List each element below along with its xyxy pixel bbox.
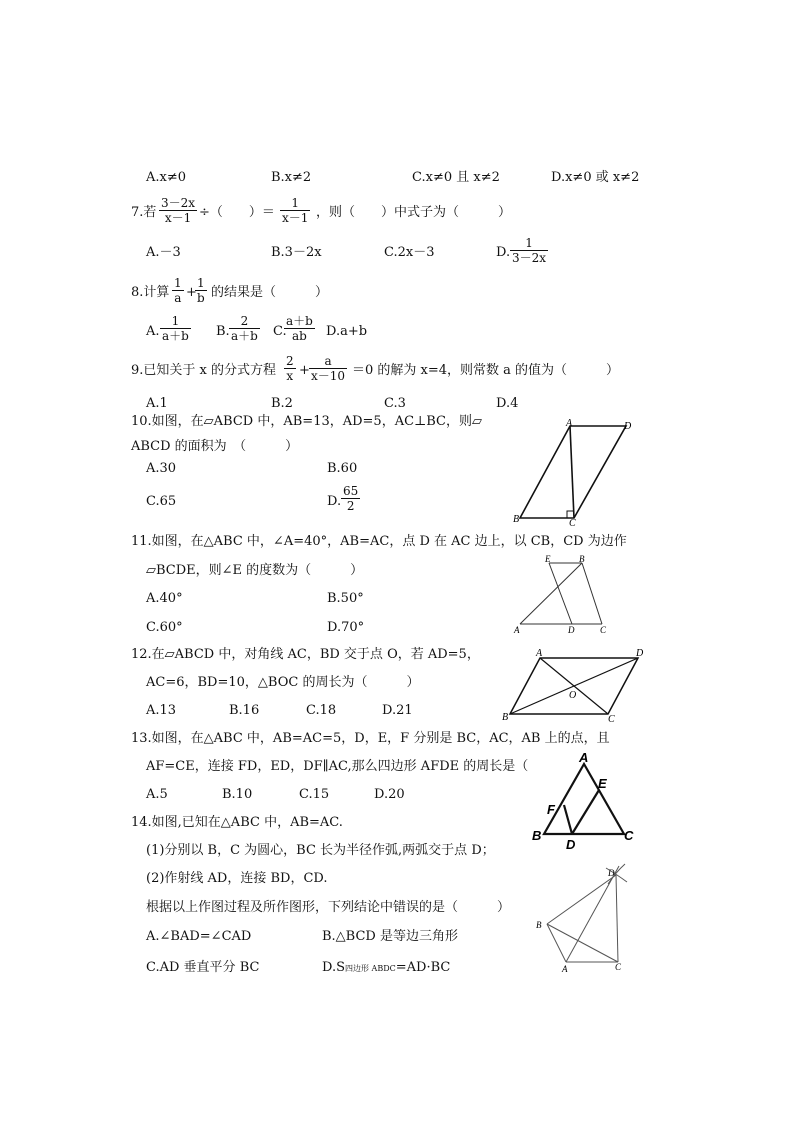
q10-line-1: 10.如图，在▱ABCD 中，AB=13，AD=5，AC⊥BC，则▱ [131, 414, 483, 429]
q11-line-2: ▱BCDE，则∠E 的度数为（ ） [146, 563, 364, 578]
q8-option-c-fraction [284, 314, 315, 343]
q12-label-o: O [569, 690, 577, 701]
q11-label-b: B [579, 554, 585, 564]
q11-line-ed [549, 563, 572, 624]
q8-oa-denominator: a＋b [162, 329, 189, 343]
q11-option-b: B.50° [327, 591, 364, 606]
q7-suffix: ，则（ ）中式子为（ ） [316, 205, 512, 220]
q8-option-b-fraction [229, 314, 260, 343]
q8-ob-numerator: 2 [240, 314, 249, 328]
q14-line-3: (2)作射线 AD，连接 BD，CD. [146, 871, 328, 886]
q10-diagonal-ac [570, 426, 574, 518]
q13-line-fd [564, 805, 572, 834]
q13-label-f: F [547, 802, 555, 817]
q8-option-b-prefix: B. [216, 324, 230, 339]
q12-option-a: A.13 [146, 703, 177, 718]
q12-label-b: B [502, 712, 509, 723]
q7-option-d-prefix: D. [496, 245, 511, 260]
q7-option-a: A.－3 [146, 245, 181, 260]
q8-oa-numerator: 1 [171, 314, 180, 328]
q7-f1-numerator: 3－2x [161, 196, 196, 210]
q12-option-d: D.21 [382, 703, 413, 718]
q14-line-cd [616, 875, 618, 962]
q14-label-b: B [536, 920, 542, 930]
q7-option-b: B.3－2x [271, 245, 322, 260]
q14-option-d-suffix: =AD·BC [395, 960, 451, 975]
q13-line-1: 13.如图，在△ABC 中，AB=AC=5，D，E，F 分别是 BC，AC，AB 上的点，且 [131, 731, 610, 746]
q11-line-1: 11.如图，在△ABC 中，∠A=40°，AB=AC，点 D 在 AC 边上，以 CB，CD 为边作 [131, 534, 627, 549]
q10-od-numerator: 65 [343, 484, 359, 498]
q9-prefix: 9.已知关于 x 的分式方程 [131, 363, 276, 378]
q14-option-a: A.∠BAD=∠CAD [146, 929, 252, 944]
q9-f1-denominator: x [284, 368, 296, 383]
q9-fraction-1 [284, 354, 296, 383]
q7-od-denominator: 3－2x [512, 251, 547, 265]
q11-option-d: D.70° [327, 620, 365, 635]
q9-option-a: A.1 [146, 396, 168, 411]
q7-f2-numerator: 1 [291, 196, 300, 210]
q8-fraction-1 [172, 276, 184, 305]
q7-option-c: C.2x－3 [384, 245, 435, 260]
q13-line-de [572, 790, 599, 834]
q7-middle: ÷（ ）＝ [199, 205, 275, 220]
q14-line-1: 14.如图,已知在△ABC 中，AB=AC. [131, 815, 343, 830]
q8-f2-numerator: 1 [197, 276, 205, 290]
q9-suffix: ＝0 的解为 x=4，则常数 a 的值为（ ） [352, 363, 620, 378]
q10-line-2: ABCD 的面积为 （ ） [131, 439, 299, 454]
q13-label-e: E [598, 776, 607, 791]
q12-option-b: B.16 [229, 703, 260, 718]
q7-fraction-1 [159, 196, 197, 225]
q9-plus: + [299, 363, 310, 378]
q11-label-e: E [545, 554, 551, 564]
q12-parallelogram-figure [498, 644, 650, 724]
q8-oc-denominator: ab [284, 328, 315, 343]
q13-option-c: C.15 [299, 787, 330, 802]
q9-f2-numerator: a [324, 354, 332, 368]
q10-option-c: C.65 [146, 494, 177, 509]
q14-option-d [322, 960, 450, 977]
q14-line-4: 根据以上作图过程及所作图形，下列结论中错误的是（ ） [146, 900, 511, 915]
q13-line-2: AF=CE，连接 FD，ED，DF∥AC,那么四边形 AFDE 的周长是（ [146, 759, 529, 774]
q14-line-2: (1)分别以 B，C 为圆心，BC 长为半径作弧,两弧交于点 D； [146, 843, 495, 858]
q10-label-a: A [566, 418, 573, 429]
q14-line-ab [547, 924, 566, 962]
q14-option-b: B.△BCD 是等边三角形 [322, 929, 458, 944]
q8-suffix: 的结果是（ ） [211, 285, 329, 300]
q10-option-b: B.60 [327, 461, 358, 476]
q11-option-c: C.60° [146, 620, 183, 635]
q6-option-c: C.x≠0 且 x≠2 [412, 170, 500, 185]
q10-parallelogram-figure [508, 414, 648, 530]
q12-label-a: A [536, 648, 543, 659]
q11-line-bc [582, 563, 602, 624]
q14-label-d: D [608, 868, 615, 878]
q14-line-bd [547, 875, 616, 924]
q8-f1-numerator: 1 [174, 276, 182, 290]
q6-option-a: A.x≠0 [146, 170, 187, 185]
q9-fraction-2 [309, 354, 347, 383]
q8-f1-denominator: a [172, 290, 184, 305]
q12-line-1: 12.在▱ABCD 中，对角线 AC，BD 交于点 O，若 AD=5， [131, 647, 480, 662]
q10-option-d-prefix: D. [327, 494, 342, 509]
q13-label-b: B [532, 828, 542, 843]
q7-option-d-fraction [510, 236, 548, 265]
q13-triangle-figure [528, 748, 640, 852]
q13-triangle-abc [544, 764, 624, 834]
q12-diagonal-bd [510, 658, 638, 714]
q7-od-numerator: 1 [525, 236, 533, 250]
q8-fraction-2 [195, 276, 207, 305]
q14-option-d-subscript: 四边形 ABDC [345, 964, 396, 973]
q10-option-d-fraction [341, 484, 360, 513]
q8-option-a-fraction [160, 314, 191, 343]
q8-option-a-prefix: A. [146, 324, 160, 339]
q14-option-c: C.AD 垂直平分 BC [146, 960, 260, 975]
q14-line-bc [547, 924, 618, 962]
q14-construction-figure [530, 862, 640, 974]
q10-label-d: D [624, 421, 632, 432]
q12-label-c: C [608, 714, 615, 724]
q8-f2-denominator: b [197, 291, 205, 305]
q13-label-c: C [624, 828, 634, 843]
q13-label-a: A [579, 750, 589, 765]
q10-label-b: B [513, 514, 520, 525]
q7-f1-denominator: x－1 [159, 210, 197, 225]
q13-option-d: D.20 [374, 787, 405, 802]
q13-label-d: D [566, 837, 576, 852]
q6-option-d: D.x≠0 或 x≠2 [551, 170, 640, 185]
q8-oc-numerator: a＋b [286, 314, 313, 328]
q10-od-denominator: 2 [341, 498, 360, 513]
q8-prefix: 8.计算 [131, 285, 170, 300]
q10-option-a: A.30 [146, 461, 177, 476]
q13-option-b: B.10 [222, 787, 253, 802]
q10-label-c: C [569, 518, 576, 529]
q11-option-a: A.40° [146, 591, 183, 606]
q8-ob-denominator: a＋b [231, 329, 258, 343]
q12-label-d: D [636, 648, 644, 659]
q9-f1-numerator: 2 [286, 354, 294, 368]
q9-option-d: D.4 [496, 396, 519, 411]
q7-f2-denominator: x－1 [282, 211, 309, 225]
q11-label-c: C [600, 625, 607, 635]
q14-label-a: A [562, 964, 568, 974]
q11-line-ab [520, 563, 582, 624]
q6-option-b: B.x≠2 [271, 170, 312, 185]
q8-plus: + [186, 285, 197, 300]
q12-option-c: C.18 [306, 703, 337, 718]
q11-triangle-figure [508, 552, 618, 636]
q7-prefix: 7.若 [131, 205, 157, 220]
q14-label-c: C [615, 962, 622, 972]
q11-label-a: A [514, 625, 520, 635]
q8-option-d: D.a+b [326, 324, 368, 339]
q9-f2-denominator: x－10 [311, 369, 346, 383]
q8-option-c-prefix: C. [273, 324, 287, 339]
q14-option-d-prefix: D.S [322, 960, 345, 975]
q9-option-c: C.3 [384, 396, 406, 411]
q11-label-d: D [568, 625, 575, 635]
q13-option-a: A.5 [146, 787, 168, 802]
q9-option-b: B.2 [271, 396, 293, 411]
q12-line-2: AC=6，BD=10，△BOC 的周长为（ ） [146, 675, 420, 690]
q7-fraction-2 [280, 196, 310, 225]
